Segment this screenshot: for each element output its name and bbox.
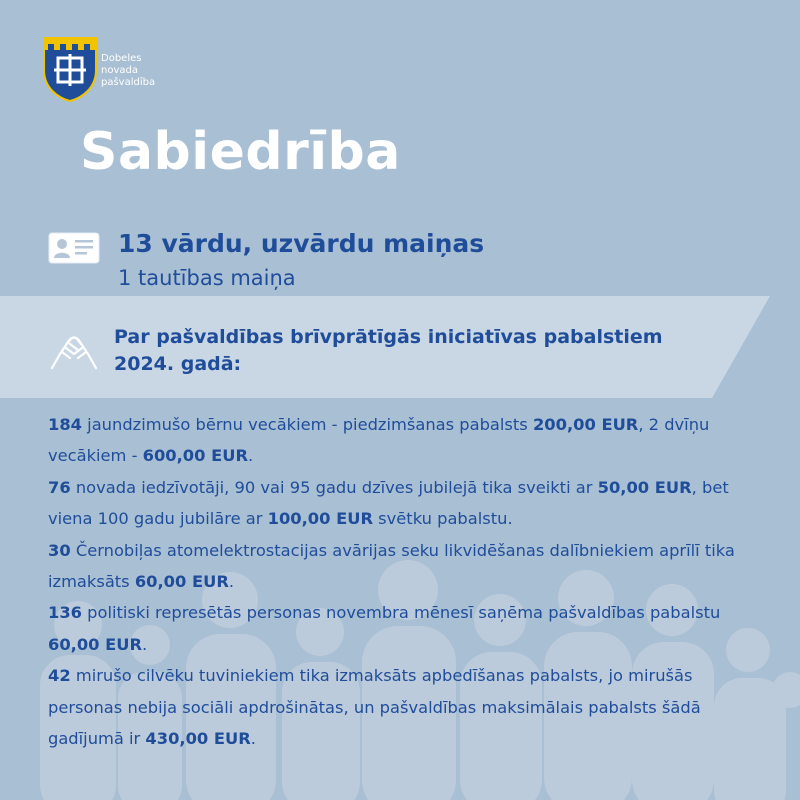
highlighted-value: 60,00 EUR (48, 634, 143, 654)
highlighted-value: 60,00 EUR (134, 572, 229, 592)
highlighted-value: 430,00 EUR (145, 729, 251, 749)
paragraph-text: jaundzimušo bērnu vecākiem - piedzimšanas pabalsts (82, 415, 533, 434)
name-changes-headline: 13 vārdu, uzvārdu maiņas (118, 229, 485, 258)
nationality-change-text: 1 tautības maiņa (118, 266, 296, 290)
benefit-paragraph (48, 597, 760, 660)
paragraph-text: politiski represētās personas novembra mēnesī saņēma pašvaldības pabalstu (82, 603, 721, 623)
shield-icon (42, 36, 98, 102)
id-card-icon (48, 232, 100, 264)
logo-line-1: Dobeles (101, 53, 142, 64)
logo-line-3: pašvaldība (101, 77, 156, 88)
logo-line-2: novada (101, 65, 138, 76)
paragraph-text: novada iedzīvotāji, 90 vai 95 gadu dzīves jubilejā tika sveikti ar (70, 477, 598, 497)
highlighted-value: 76 (48, 477, 71, 497)
paragraph-text: . (142, 634, 148, 654)
paragraph-text: svētku pabalstu. (373, 509, 513, 529)
highlighted-value: 200,00 EUR (532, 415, 639, 434)
handshake-icon (48, 328, 100, 372)
highlighted-value: 184 (48, 415, 82, 434)
page-title: Sabiedrība (80, 122, 401, 182)
highlighted-value: 42 (48, 666, 71, 686)
paragraph-text: . (248, 446, 254, 466)
coat-of-arms-logo (42, 36, 98, 102)
paragraph-text: mirušo cilvēku tuviniekiem tika izmaksāts apbedīšanas pabalsts, jo mirušās personas nebija sociāli apdrošinātas, un pašvaldības maksimālais pabalsts šādā gadījumā ir (48, 666, 701, 749)
paragraph-text: , 2 dvīņu vecākiem - (48, 415, 710, 466)
paragraph-text: , bet viena 100 gadu jubilāre ar (48, 477, 729, 529)
highlighted-value: 100,00 EUR (267, 509, 373, 529)
benefits-heading: Par pašvaldības brīvprātīgās iniciatīvas pabalstiem 2024. gadā: (114, 326, 663, 375)
benefit-paragraph (48, 535, 760, 598)
highlighted-value: 30 (48, 540, 71, 560)
highlighted-value: 600,00 EUR (142, 446, 249, 466)
highlighted-value: 136 (48, 603, 82, 623)
paragraph-text: Černobiļas atomelektrostacijas avārijas seku likvidēšanas dalībniekiem aprīlī tika izmaksāts (48, 540, 735, 592)
benefits-list (48, 409, 760, 754)
municipality-name (101, 53, 155, 89)
highlighted-value: 50,00 EUR (597, 477, 692, 497)
benefit-paragraph (48, 472, 760, 535)
paragraph-text: . (228, 572, 235, 592)
benefit-paragraph (48, 409, 760, 472)
paragraph-text: . (250, 729, 256, 749)
benefit-paragraph (48, 660, 760, 754)
